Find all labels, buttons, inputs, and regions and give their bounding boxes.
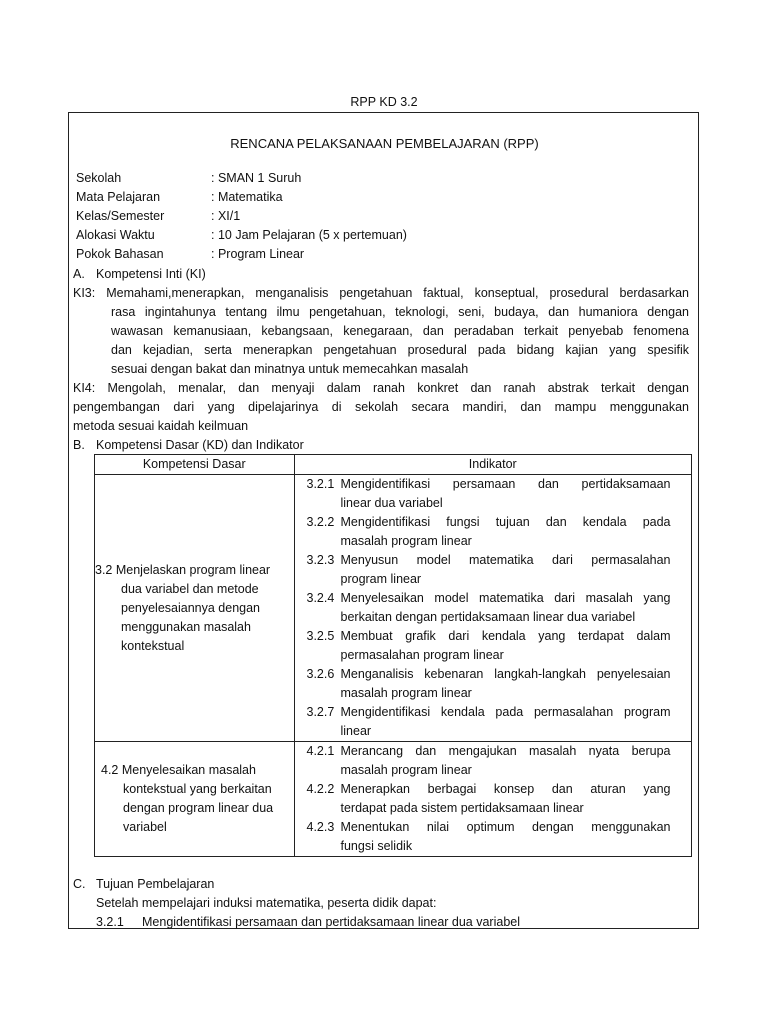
indicator-item xyxy=(295,551,692,589)
indicator-number: 3.2.2 xyxy=(306,515,335,529)
table-row xyxy=(95,475,692,742)
info-value: : Program Linear xyxy=(211,247,305,261)
indicator-text: Membuat grafik dari kendala yang terdapat dalam xyxy=(340,629,671,643)
ki3-line: dan kejadian, serta menerapkan pengetahuan prosedural pada bidang kajian yang spesifik xyxy=(111,343,689,357)
info-row xyxy=(76,226,407,245)
indicator-item xyxy=(295,475,692,513)
kd-cell xyxy=(95,742,295,857)
indicator-number: 4.2.3 xyxy=(306,820,335,834)
indicator-number: 3.2.5 xyxy=(306,629,335,643)
section-c xyxy=(73,875,689,932)
info-label: Mata Pelajaran xyxy=(76,190,161,204)
tujuan-number: 3.2.1 xyxy=(96,915,124,929)
indicator-item xyxy=(295,627,692,665)
ki3-paragraph xyxy=(73,284,689,379)
section-title: Kompetensi Inti (KI) xyxy=(96,267,206,281)
indicator-item xyxy=(295,742,692,780)
section-b-heading xyxy=(73,436,304,455)
indicator-item xyxy=(295,513,692,551)
section-letter: B. xyxy=(73,438,85,452)
info-label: Alokasi Waktu xyxy=(76,228,155,242)
info-row xyxy=(76,207,407,226)
info-row xyxy=(76,169,407,188)
indicator-text: masalah program linear xyxy=(340,763,472,777)
ki3-line: rasa ingintahunya tentang ilmu pengetahuan, teknologi, seni, budaya, dan humaniora dengan xyxy=(111,305,689,319)
section-title: Tujuan Pembelajaran xyxy=(96,877,215,891)
indicator-text: Menyusun model matematika dari permasalahan xyxy=(340,553,671,567)
indicator-number: 4.2.1 xyxy=(306,744,335,758)
kd-line: variabel xyxy=(123,820,167,834)
identity-block xyxy=(76,169,407,264)
indicator-text: Menganalisis kebenaran langkah-langkah penyelesaian xyxy=(340,667,671,681)
kd-line: dengan program linear dua xyxy=(123,801,274,815)
indicator-text: masalah program linear xyxy=(340,534,472,548)
section-c-heading xyxy=(73,875,689,894)
kd-line: 3.2 Menjelaskan program linear xyxy=(95,562,271,577)
ki3-line: sesuai dengan bakat dan minatnya untuk memecahkan masalah xyxy=(111,362,469,376)
info-value: : Matematika xyxy=(211,190,283,204)
indicator-text: linear dua variabel xyxy=(340,496,443,510)
info-label: Pokok Bahasan xyxy=(76,247,164,261)
indicator-item xyxy=(295,818,692,856)
info-label: Kelas/Semester xyxy=(76,209,165,223)
ki4-line: pengembangan dari yang dipelajarinya di sekolah secara mandiri, dan mampu menggunakan xyxy=(73,400,689,414)
indicator-number: 3.2.3 xyxy=(306,553,335,567)
ki3-line: wawasan kemanusiaan, kebangsaan, kenegaraan, dan peradaban terkait penyebab fenomena xyxy=(111,324,689,338)
section-a-heading xyxy=(73,265,206,284)
section-title: Kompetensi Dasar (KD) dan Indikator xyxy=(96,438,304,452)
section-letter: C. xyxy=(73,877,86,891)
indicator-text: Mengidentifikasi fungsi tujuan dan kendala pada xyxy=(340,515,671,529)
indicator-text: Merancang dan mengajukan masalah nyata berupa xyxy=(340,744,671,758)
indicator-number: 4.2.2 xyxy=(306,782,335,796)
info-row xyxy=(76,245,407,264)
indicator-item xyxy=(295,780,692,818)
indicator-text: Mengidentifikasi kendala pada permasalahan program xyxy=(340,705,671,719)
indicator-item xyxy=(295,703,692,741)
indicator-text: Menerapkan berbagai konsep dan aturan yang xyxy=(340,782,671,796)
info-row xyxy=(76,188,407,207)
kd-line: 4.2 Menyelesaikan masalah xyxy=(101,763,256,777)
indicator-text: terdapat pada sistem pertidaksamaan linear xyxy=(340,801,584,815)
indicator-text: linear xyxy=(340,724,372,738)
ki4-line: metoda sesuai kaidah keilmuan xyxy=(73,419,249,433)
kd-indicator-table xyxy=(94,454,692,857)
indicator-text: fungsi selidik xyxy=(340,839,413,853)
column-header-kd: Kompetensi Dasar xyxy=(95,455,295,475)
ki4-line: KI4: Mengolah, menalar, dan menyaji dalam ranah konkret dan ranah abstrak terkait dengan xyxy=(73,381,689,395)
tujuan-text: Mengidentifikasi persamaan dan pertidaksamaan linear dua variabel xyxy=(142,915,521,929)
indicator-text: Menentukan nilai optimum dengan menggunakan xyxy=(340,820,671,834)
ki3-line: KI3: Memahami,menerapkan, menganalisis pengetahuan faktual, konseptual, prosedural berdasarkan xyxy=(73,286,689,300)
info-value: : 10 Jam Pelajaran (5 x pertemuan) xyxy=(211,228,407,242)
indicator-cell xyxy=(294,742,692,857)
indicator-number: 3.2.6 xyxy=(306,667,335,681)
column-header-indicator: Indikator xyxy=(294,455,692,475)
section-letter: A. xyxy=(73,267,85,281)
rpp-frame xyxy=(68,112,699,929)
indicator-number: 3.2.7 xyxy=(306,705,335,719)
kd-cell xyxy=(95,475,295,742)
table-header-row xyxy=(95,455,692,475)
tujuan-item xyxy=(73,913,689,932)
indicator-text: Menyelesaikan model matematika dari masalah yang xyxy=(340,591,671,605)
indicator-text: permasalahan program linear xyxy=(340,648,504,662)
indicator-cell xyxy=(294,475,692,742)
info-value: : XI/1 xyxy=(211,209,241,223)
indicator-text: program linear xyxy=(340,572,422,586)
kd-line: kontekstual xyxy=(121,638,185,653)
tujuan-intro: Setelah mempelajari induksi matematika, peserta didik dapat: xyxy=(96,896,437,910)
kd-line: penyelesaiannya dengan xyxy=(121,600,261,615)
info-label: Sekolah xyxy=(76,171,122,185)
kd-line: dua variabel dan metode xyxy=(121,581,259,596)
indicator-number: 3.2.4 xyxy=(306,591,335,605)
indicator-number: 3.2.1 xyxy=(306,477,335,491)
indicator-text: Mengidentifikasi persamaan dan pertidaksamaan xyxy=(340,477,671,491)
indicator-item xyxy=(295,665,692,703)
ki4-paragraph xyxy=(73,379,689,436)
page-title: RENCANA PELAKSANAAN PEMBELAJARAN (RPP) xyxy=(230,136,539,151)
indicator-item xyxy=(295,589,692,627)
indicator-text: berkaitan dengan pertidaksamaan linear dua variabel xyxy=(340,610,636,624)
indicator-text: masalah program linear xyxy=(340,686,472,700)
kd-line: menggunakan masalah xyxy=(121,619,251,634)
document-label: RPP KD 3.2 xyxy=(350,95,418,109)
table-row xyxy=(95,742,692,857)
info-value: : SMAN 1 Suruh xyxy=(211,171,302,185)
kd-line: kontekstual yang berkaitan xyxy=(123,782,272,796)
